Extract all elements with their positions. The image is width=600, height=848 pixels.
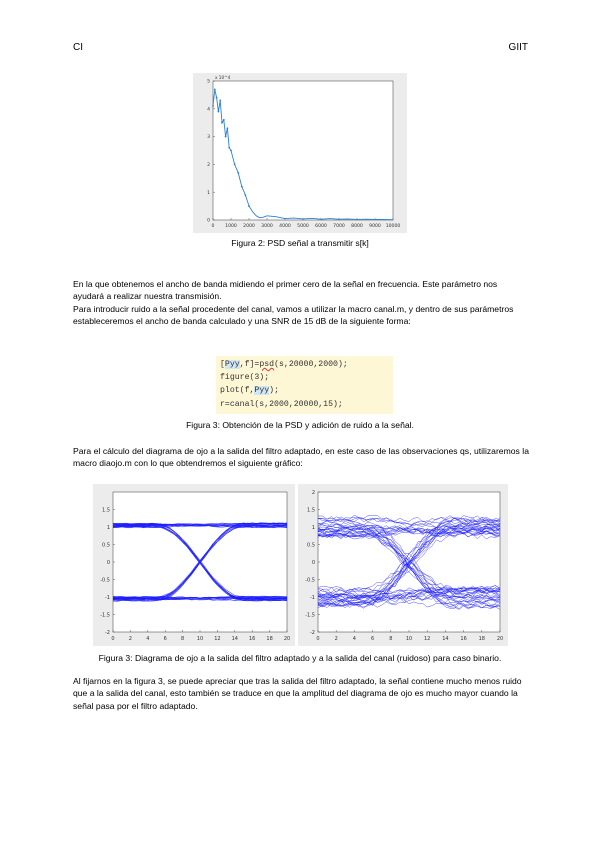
paragraph-bandwidth	[73, 278, 529, 328]
x-tick-label: 9000	[369, 224, 381, 229]
x-tick-label: 12	[214, 636, 221, 642]
psd-point	[237, 172, 239, 174]
y-tick-label: 0	[106, 559, 110, 566]
x-tick-label: 20	[283, 636, 291, 642]
y-tick-label: 0.5	[102, 542, 110, 549]
x-tick-label: 20	[496, 636, 504, 642]
exponent-label: x 10^4	[215, 75, 231, 80]
psd-point	[248, 205, 250, 207]
x-tick-label: 2	[334, 636, 338, 642]
y-tick-label: 0	[311, 559, 315, 566]
y-tick-label: 2	[311, 489, 315, 496]
x-tick-label: 14	[442, 636, 449, 642]
x-tick-label: 5000	[297, 224, 309, 229]
x-tick-label: 6	[163, 636, 167, 642]
psd-point	[241, 186, 243, 188]
psd-chart	[193, 73, 407, 233]
psd-point	[234, 164, 236, 166]
x-tick-label: 2	[128, 636, 132, 642]
x-tick-label: 6000	[315, 224, 327, 229]
code-block	[216, 356, 393, 414]
y-tick-label: 2	[207, 163, 210, 168]
paragraph-eye-diagram: Para el cálculo del diagrama de ojo a la salida del filtro adaptado, en este caso de las observaciones qs, utilizaremos la macro diaojo.m con lo que obtendremos el siguiente gráfico:	[73, 446, 529, 469]
header-left: CI	[73, 42, 83, 53]
code-line: [Pyy,f]=psd(s,20000,2000);	[220, 360, 348, 369]
figure3b-caption: Figura 3: Diagrama de ojo a la salida del filtro adaptado y a la salida del canal (ruidoso) para caso binario.	[98, 653, 502, 663]
plot-area	[213, 81, 393, 220]
code-line: r=canal(s,2000,20000,15);	[220, 399, 343, 409]
psd-point	[228, 147, 230, 149]
y-tick-label: -1	[105, 594, 110, 601]
x-tick-label: 4	[146, 636, 150, 642]
x-tick-label: 8	[389, 636, 393, 642]
x-tick-label: 8000	[351, 224, 363, 229]
x-tick-label: 4	[352, 636, 356, 642]
y-tick-label: 1.5	[307, 507, 315, 514]
x-tick-label: 1000	[225, 224, 237, 229]
y-tick-label: -0.5	[305, 577, 315, 584]
x-tick-label: 4000	[279, 224, 291, 229]
y-tick-label: -2	[310, 629, 315, 636]
y-tick-label: -1	[310, 594, 315, 601]
eye-diagram-noisy	[298, 484, 508, 646]
y-tick-label: 1	[106, 524, 110, 531]
paragraph-text: Para introducir ruido a la señal procedente del canal, vamos a utilizar la macro canal.m, y dentro de sus parámetros estableceremos el ancho de banda calculado y una SNR de 15 dB de la siguiente forma:	[73, 303, 514, 327]
x-tick-label: 18	[478, 636, 485, 642]
y-tick-label: 0	[207, 218, 210, 224]
y-tick-label: -0.5	[100, 577, 110, 584]
code-line: figure(3);	[220, 373, 270, 383]
figure2-caption: Figura 2: PSD señal a transmitir s[k]	[231, 238, 369, 248]
y-tick-label: 4	[207, 107, 210, 113]
y-tick-label: -1.5	[305, 612, 315, 619]
x-tick-label: 3000	[261, 224, 273, 229]
x-tick-label: 10000	[385, 224, 401, 229]
code-line: plot(f,Pyy);	[220, 386, 279, 396]
x-tick-label: 0	[211, 224, 215, 229]
x-tick-label: 10	[196, 636, 204, 642]
psd-point	[219, 100, 221, 102]
psd-point	[223, 119, 225, 121]
psd-point	[230, 150, 232, 152]
y-tick-label: 1	[311, 524, 315, 531]
x-tick-label: 16	[249, 636, 256, 642]
paragraph-text: En la que obtenemos el ancho de banda midiendo el primer cero de la señal en frecuencia. Este parámetro nos ayudará a realizar nuestra transmisión.	[73, 279, 498, 302]
x-tick-label: 2000	[243, 224, 255, 229]
x-tick-label: 8	[181, 636, 185, 642]
psd-point	[212, 105, 214, 107]
psd-point	[225, 136, 227, 138]
x-tick-label: 0	[111, 636, 115, 642]
x-tick-label: 10	[405, 636, 413, 642]
y-tick-label: 1.5	[102, 507, 110, 514]
psd-point	[245, 194, 247, 196]
psd-point	[218, 111, 220, 113]
psd-point	[221, 122, 223, 124]
x-tick-label: 14	[231, 636, 238, 642]
y-tick-label: 3	[207, 135, 210, 141]
header-right: GIIT	[508, 42, 528, 53]
eye-diagram-filtered	[93, 484, 295, 646]
figure3a-caption: Figura 3: Obtención de la PSD y adición de ruido a la señal.	[186, 420, 414, 430]
x-tick-label: 7000	[333, 224, 345, 229]
x-tick-label: 12	[424, 636, 431, 642]
x-tick-label: 6	[371, 636, 375, 642]
x-tick-label: 0	[316, 636, 320, 642]
psd-point	[214, 88, 216, 90]
psd-point	[227, 127, 229, 129]
x-tick-label: 18	[266, 636, 273, 642]
paragraph-conclusion: Al fijarnos en la figura 3, se puede apreciar que tras la salida del filtro adaptado, la señal contiene mucho menos ruido que a la salida del canal, esto también se traduce en que la amplitud del diagrama de ojo es mucho mayor cuando la señal pasa por el filtro adaptado.	[73, 676, 522, 711]
psd-point	[216, 97, 218, 99]
y-tick-label: -1.5	[100, 612, 110, 619]
y-tick-label: 5	[207, 79, 210, 85]
y-tick-label: -2	[105, 629, 110, 636]
y-tick-label: 1	[207, 190, 210, 196]
x-tick-label: 16	[460, 636, 467, 642]
y-tick-label: 0.5	[307, 542, 315, 549]
